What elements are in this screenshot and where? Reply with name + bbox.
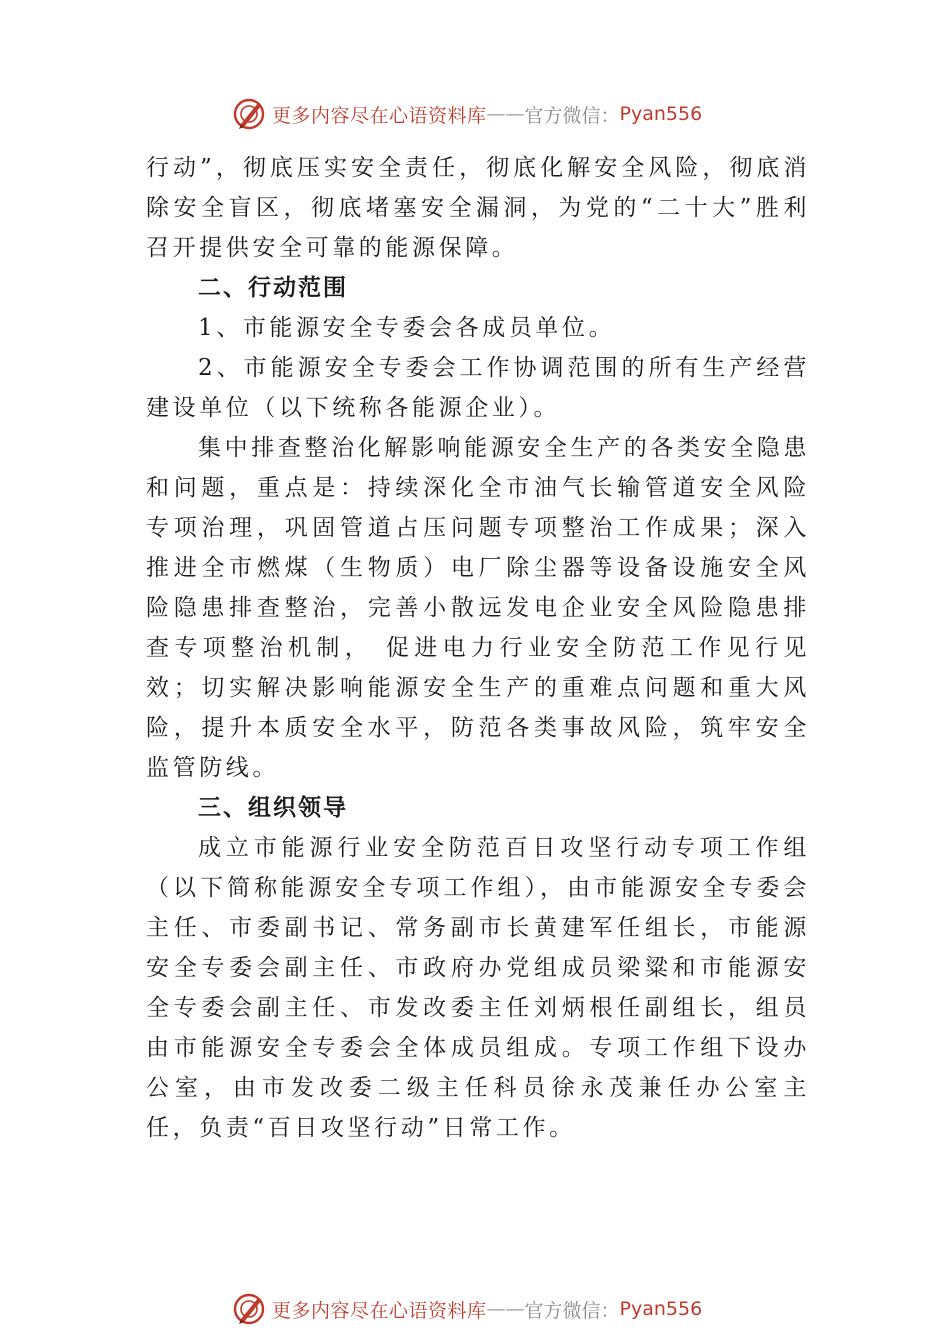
section-heading: 二、行动范围 bbox=[198, 275, 348, 301]
banner-wechat-id: Pyan556 bbox=[619, 103, 703, 125]
banner-title: 更多内容尽在心语资料库 bbox=[272, 104, 487, 127]
footer-banner bbox=[232, 1289, 752, 1329]
banner-wechat-id: Pyan556 bbox=[619, 1298, 703, 1320]
banner-title: 更多内容尽在心语资料库 bbox=[272, 1299, 487, 1322]
paragraph: 行动”，彻底压实安全责任，彻底化解安全风险，彻底消除安全盲区，彻底堵塞安全漏洞，为党的“二十大”胜利召开提供安全可靠的能源保障。 bbox=[146, 155, 810, 261]
brand-logo-icon bbox=[232, 1292, 266, 1326]
brand-logo-icon bbox=[232, 97, 266, 131]
paragraph: 1、市能源安全专委会各成员单位。 bbox=[198, 315, 616, 341]
paragraph: 2、市能源安全专委会工作协调范围的所有生产经营建设单位（以下统称各能源企业）。 bbox=[146, 355, 810, 421]
banner-subtitle: 官方微信： bbox=[524, 1299, 620, 1322]
document-body bbox=[146, 148, 810, 1148]
banner-separator: —— bbox=[486, 103, 525, 125]
banner-separator: —— bbox=[486, 1298, 525, 1320]
paragraph: 成立市能源行业安全防范百日攻坚行动专项工作组（以下简称能源安全专项工作组），由市能源安全专委会主任、市委副书记、常务副市长黄建军任组长，市能源安全专委会副主任、市政府办党组成员梁粱和市能源安全专委会副主任、市发改委主任刘炳根任副组长，组员由市能源安全专委会全体成员组成。专项工作组下设办公室，由市发改委二级主任科员徐永茂兼任办公室主任，负责“百日攻坚行动”日常工作。 bbox=[146, 835, 810, 1141]
section-heading: 三、组织领导 bbox=[198, 795, 348, 821]
banner-subtitle: 官方微信： bbox=[524, 104, 620, 127]
paragraph: 集中排查整治化解影响能源安全生产的各类安全隐患和问题，重点是：持续深化全市油气长输管道安全风险专项治理，巩固管道占压问题专项整治工作成果；深入推进全市燃煤（生物质）电厂除尘器等设备设施安全风险隐患排查整治，完善小散远发电企业安全风险隐患排查专项整治机制， 促进电力行业安全防范工作见行见效；切实解决影响能源安全生产的重难点问题和重大风险，提升本质安全水平，防范各类事故风险，筑牢安全监管防线。 bbox=[146, 435, 810, 781]
header-banner bbox=[232, 94, 752, 134]
